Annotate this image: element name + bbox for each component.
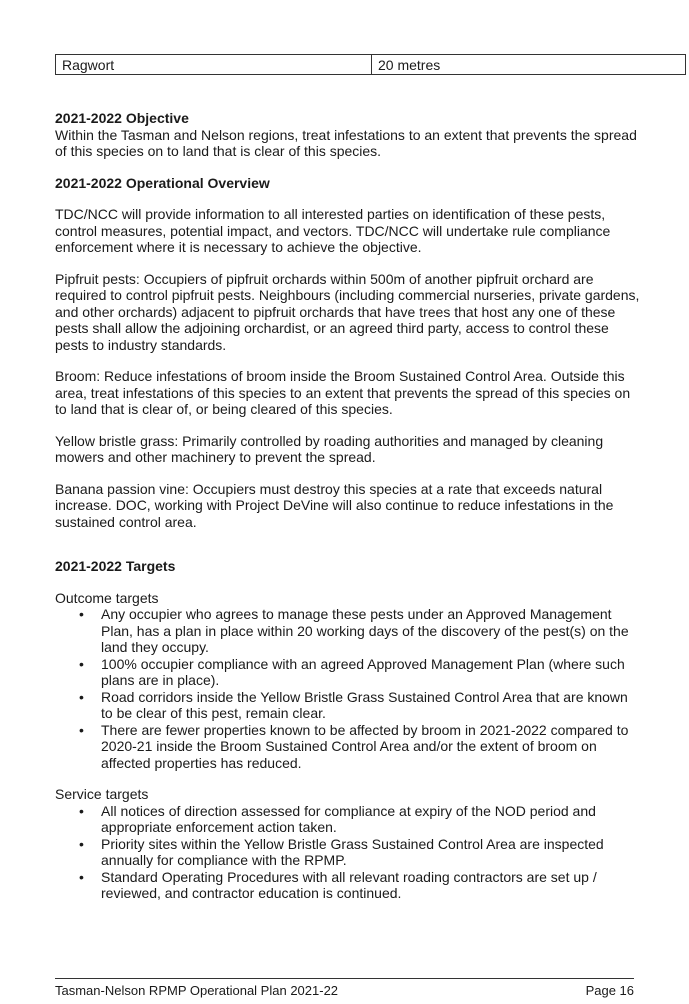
service-targets-list — [55, 803, 640, 902]
objective-text: Within the Tasman and Nelson regions, treat infestations to an extent that prevents the spread of this species on to land that is clear of this species. — [55, 126, 637, 159]
outcome-targets-list — [55, 606, 640, 771]
bullet-icon: • — [79, 802, 84, 819]
footer-title: Tasman-Nelson RPMP Operational Plan 2021-22 — [55, 983, 339, 998]
overview-paragraph-banana-passion-vine: Banana passion vine: Occupiers must destroy this species at a rate that exceeds natural increase. DOC, working with Project DeVine will also continue to reduce infestations in the sustained control area. — [55, 480, 614, 530]
list-item: • Standard Operating Procedures with all relevant roading contractors are set up / reviewed, and contractor education is continued. — [79, 868, 597, 901]
list-item: • There are fewer properties known to be affected by broom in 2021-2022 compared to 2020-21 inside the Broom Sustained Control Area and/or the extent of broom on affected properties has reduced. — [79, 721, 629, 771]
overview-paragraph-pipfruit: Pipfruit pests: Occupiers of pipfruit orchards within 500m of another pipfruit orchard are required to control pipfruit pests. Neighbours (including commercial nurseries, private gardens, and other orchards) adjacent to pipfruit orchards that have trees that host any one of these pests shall allow the adjoining orchardist, or an agreed third party, access to control these pests to industry standards. — [55, 270, 640, 353]
overview-paragraph-yellow-bristle-grass: Yellow bristle grass: Primarily controlled by roading authorities and managed by cleaning mowers and other machinery to prevent the spread. — [55, 432, 604, 465]
document-body — [55, 110, 640, 902]
list-item: • Any occupier who agrees to manage these pests under an Approved Management Plan, has a plan in place within 20 working days of the discovery of the pest(s) on the land they occupy. — [79, 606, 629, 655]
bullet-icon: • — [79, 868, 84, 885]
bullet-icon: • — [79, 721, 84, 738]
table-cell-distance: 20 metres — [378, 57, 441, 73]
list-item: • 100% occupier compliance with an agreed Approved Management Plan (where such plans are in place). — [79, 655, 625, 688]
overview-paragraph: TDC/NCC will provide information to all interested parties on identification of these pests, control measures, potential impact, and vectors. TDC/NCC will undertake rule compliance enforcement where it is necessary to achieve the objective. — [55, 206, 611, 255]
bullet-icon: • — [79, 835, 84, 852]
list-item: • Road corridors inside the Yellow Bristle Grass Sustained Control Area that are known to be clear of this pest, remain clear. — [79, 688, 628, 721]
bullet-icon: • — [79, 688, 84, 705]
distance-table — [55, 54, 686, 75]
overview-heading: 2021-2022 Operational Overview — [55, 174, 270, 191]
list-item: • All notices of direction assessed for compliance at expiry of the NOD period and appropriate enforcement action taken. — [79, 802, 596, 835]
bullet-icon: • — [79, 655, 84, 672]
page-footer — [55, 978, 634, 999]
list-item: • Priority sites within the Yellow Bristle Grass Sustained Control Area are inspected annually for compliance with the RPMP. — [79, 835, 604, 868]
overview-paragraph-broom: Broom: Reduce infestations of broom inside the Broom Sustained Control Area. Outside this area, treat infestations of this species to an extent that prevents the spread of this species on to land that is clear of, or being cleared of this species. — [55, 368, 631, 417]
outcome-targets-label: Outcome targets — [55, 589, 159, 606]
bullet-icon: • — [79, 606, 84, 622]
table-cell-pest: Ragwort — [56, 55, 372, 74]
service-targets-label: Service targets — [55, 786, 149, 802]
targets-heading: 2021-2022 Targets — [55, 558, 176, 574]
objective-heading: 2021-2022 Objective — [55, 110, 189, 126]
page-number: Page 16 — [585, 983, 634, 998]
